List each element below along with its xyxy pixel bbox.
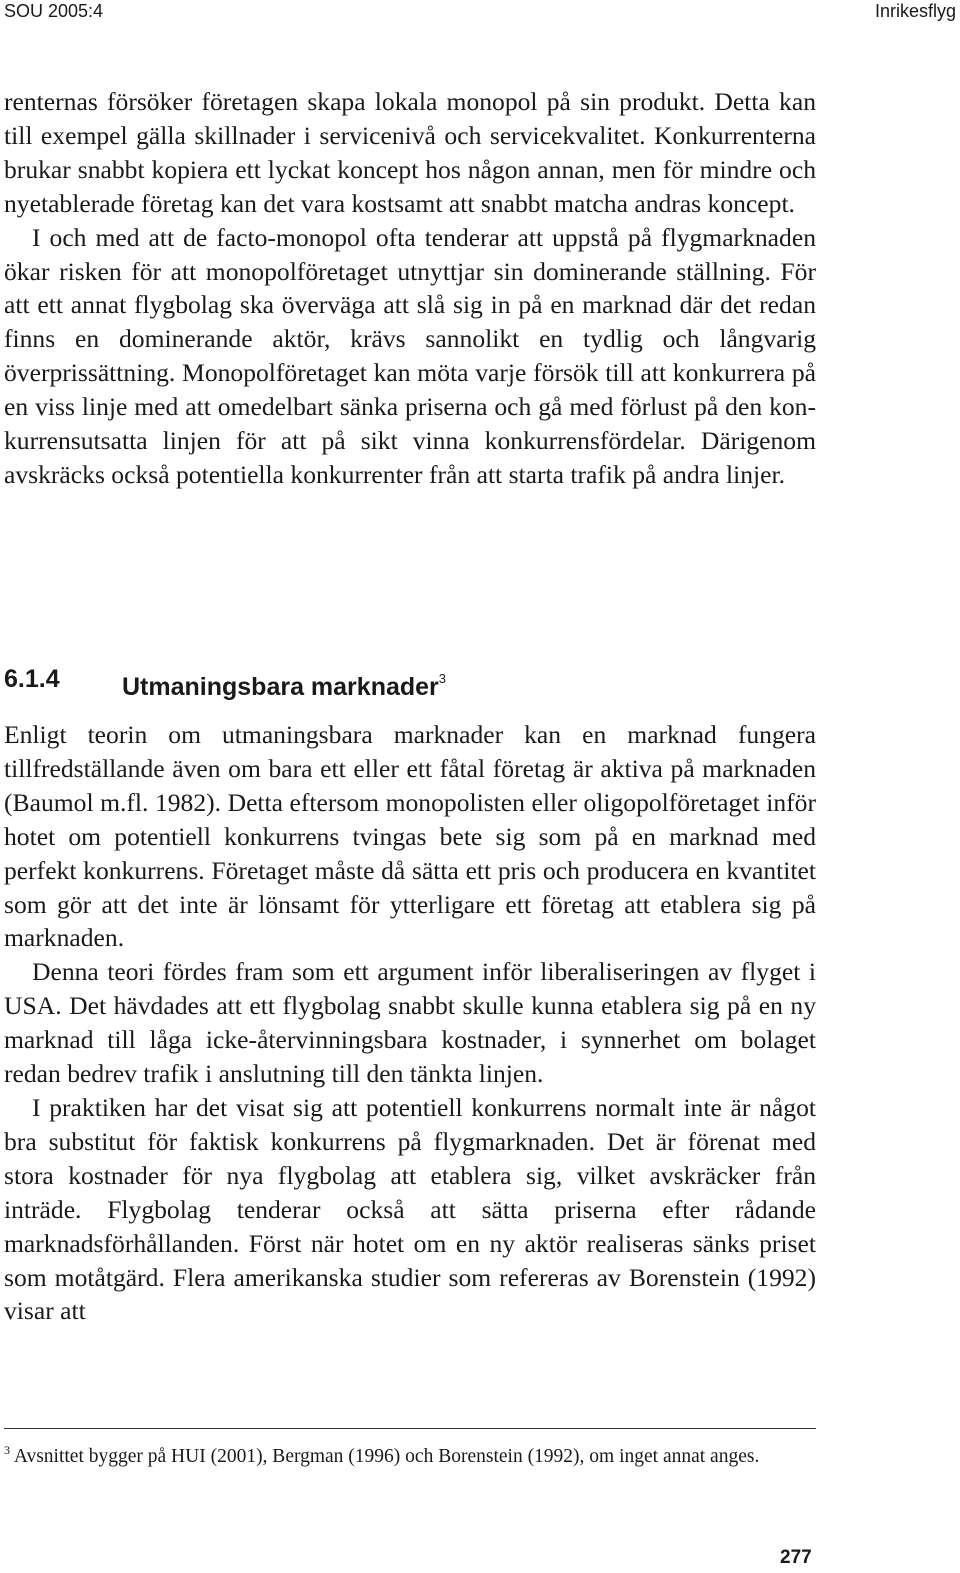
paragraph: I praktiken har det visat sig att potentiell konkurrens normalt inte är något bra substitut för faktisk konkurrens på flygmarknaden. Det är förenat med stora kostnader för nya flygbolag att etablera sig, vilket avskräcker från inträde. Flygbolag tenderar också att sätta priserna efter rådande marknadsförhållanden. Först när hotet om en ny aktör realiseras sänks priset som motåtgärd. Flera amerikanska studier som refereras av Borenstein (1992) visar att (4, 1092, 816, 1326)
chapter-title: Inrikesflyg (874, 1, 956, 21)
paragraph: Denna teori fördes fram som ett argument inför liberaliseringen av flyget i USA. Det hävdades att ett flygbolag snabbt skulle kunna etablera sig på en ny marknad till låga icke-återvinningsbara kostnader, i synnerhet om bolaget redan bedrev trafik i anslutning till den tänkta linjen. (4, 957, 816, 1089)
text-block-section (4, 718, 816, 1328)
paragraph: Enligt teorin om utmaningsbara marknader kan en marknad fungera tillfredställande även om bara ett eller ett fåtal företag är aktiva på marknaden (Baumol m.fl. 1982). Detta eftersom monopolisten eller oligopolföretaget inför hotet om potentiell konkurrens tvingas bete sig som på en marknad med perfekt konkurrens. Företaget måste då sätta ett pris och producera en kvantitet som gör att det inte är lönsamt för ytterligare ett företag att etablera sig på marknaden. (4, 720, 816, 953)
section-heading (4, 662, 816, 701)
paragraph: renternas försöker företagen skapa lokala monopol på sin produkt. Detta kan till exempel gälla skillnader i servicenivå och servicekvalitet. Konkurrenterna brukar snabbt kopiera ett lyckat koncept hos någon annan, men för mindre och nyetablerade företag kan det vara kostsamt att snabbt matcha andras koncept. (4, 87, 816, 218)
section-title: Utmaningsbara marknader (122, 673, 439, 701)
report-id: SOU 2005:4 (4, 1, 104, 21)
section-number: 6.1.4 (4, 665, 60, 693)
footnote-divider (4, 1428, 816, 1429)
footnote-marker: 3 (4, 1443, 10, 1457)
footnote-text: Avsnittet bygger på HUI (2001), Bergman (1996) och Borenstein (1992), om inget annat anges. (13, 1446, 760, 1467)
paragraph: I och med att de facto-monopol ofta tenderar att uppstå på flygmarknaden ökar risken för att monopolföretaget utnyttjar sin dominerande ställning. För att ett annat flygbolag ska överväga att slå sig in på en marknad där det redan finns en dominerande aktör, krävs sannolikt en tydlig och långvarig överprissättning. Monopolföretaget kan möta varje försök till att konkurrera på en viss linje med att omedelbart sänka priserna och gå med förlust på den konkurrensutsatta linjen för att på sikt vinna konkurrensfördelar. Därigenom avskräcks också potentiella konkurrenter från att starta trafik på andra linjer. (4, 222, 816, 489)
footnote-reference: 3 (438, 671, 447, 686)
page-header (0, 0, 960, 40)
text-block-top (4, 85, 816, 492)
footnote (4, 1437, 816, 1470)
page-number: 277 (780, 1547, 812, 1568)
section-title-wrap (122, 662, 446, 704)
